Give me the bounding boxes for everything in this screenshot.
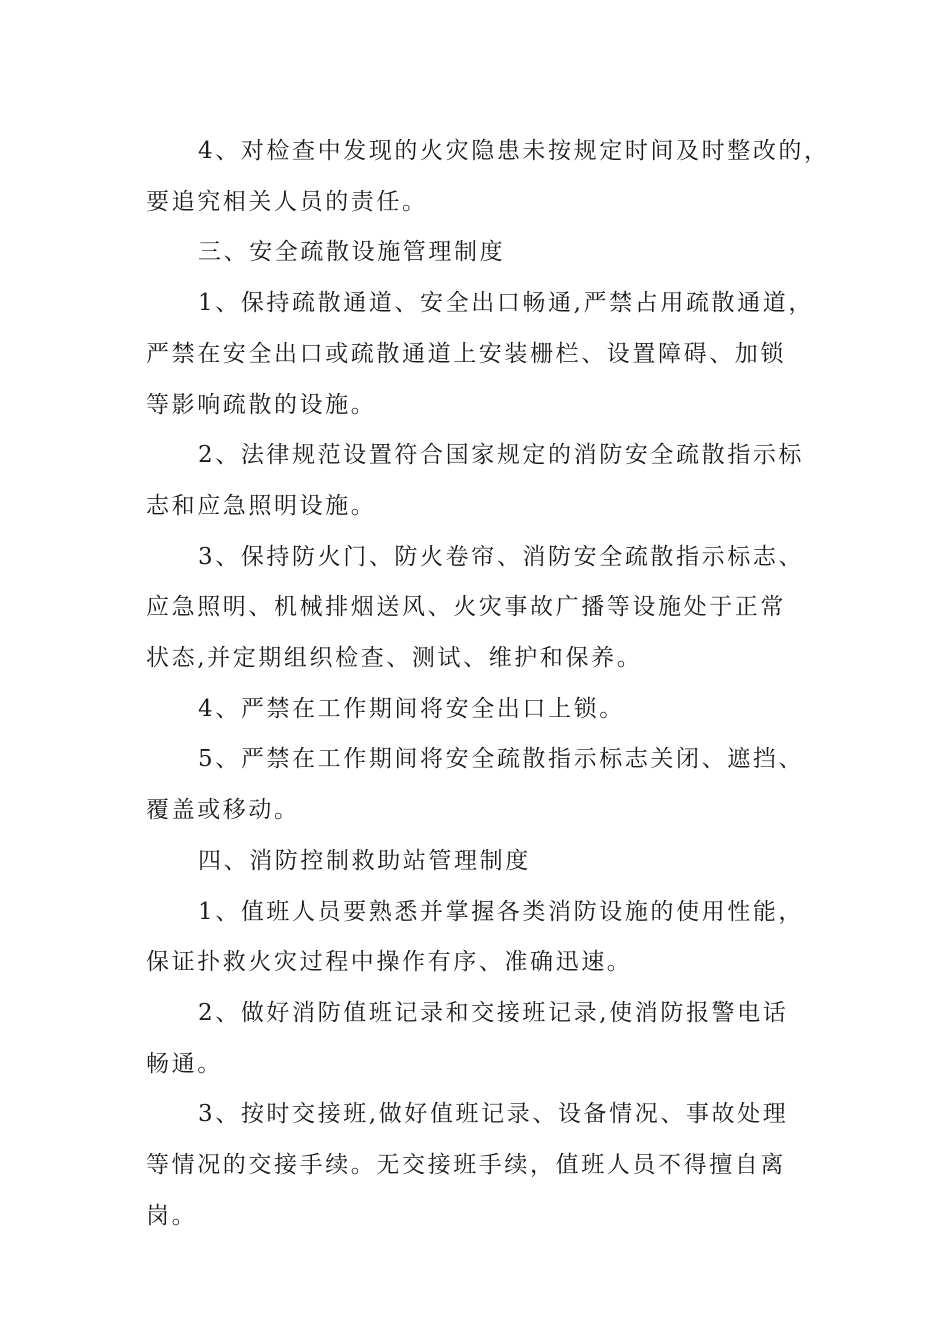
text-line: 1、值班人员要熟悉并掌握各类消防设施的使用性能， (198, 898, 805, 925)
section-heading: 三、安全疏散设施管理制度 (198, 239, 506, 266)
text-line: 畅通。 (146, 1050, 223, 1077)
text-line: 3、按时交接班,做好值班记录、设备情况、事故处理 (198, 1101, 789, 1128)
text-line: 状态,并定期组织检查、测试、维护和保养。 (146, 645, 643, 672)
text-line: 4、对检查中发现的火灾隐患未按规定时间及时整改的， (198, 138, 830, 164)
text-line: 5、严禁在工作期间将安全疏散指示标志关闭、遮挡、 (198, 746, 805, 773)
text-line: 3、保持防火门、防火卷帘、消防安全疏散指示标志、 (198, 543, 805, 570)
section-heading: 四、消防控制救助站管理制度 (198, 847, 531, 874)
text-line: 保证扑救火灾过程中操作有序、准确迅速。 (146, 949, 633, 976)
text-line: 等影响疏散的设施。 (146, 391, 377, 418)
document-body (146, 126, 830, 1241)
text-line: 2、法律规范设置符合国家规定的消防安全疏散指示标 (198, 442, 805, 469)
text-line: 4、严禁在工作期间将安全出口上锁。 (198, 695, 625, 722)
text-line: 岗。 (146, 1202, 198, 1229)
text-line: 2、做好消防值班记录和交接班记录,使消防报警电话 (198, 999, 789, 1026)
text-line: 志和应急照明设施。 (146, 492, 377, 519)
text-line: 等情况的交接手续。无交接班手续，值班人员不得擅自离 (146, 1152, 786, 1179)
text-line: 严禁在安全出口或疏散通道上安装栅栏、设置障碍、加锁 (146, 340, 786, 367)
text-line: 覆盖或移动。 (146, 797, 300, 824)
text-line: 应急照明、机械排烟送风、火灾事故广播等设施处于正常 (146, 594, 786, 621)
text-line: 要追究相关人员的责任。 (146, 188, 428, 215)
text-line: 1、保持疏散通道、安全出口畅通,严禁占用疏散通道， (198, 290, 814, 317)
